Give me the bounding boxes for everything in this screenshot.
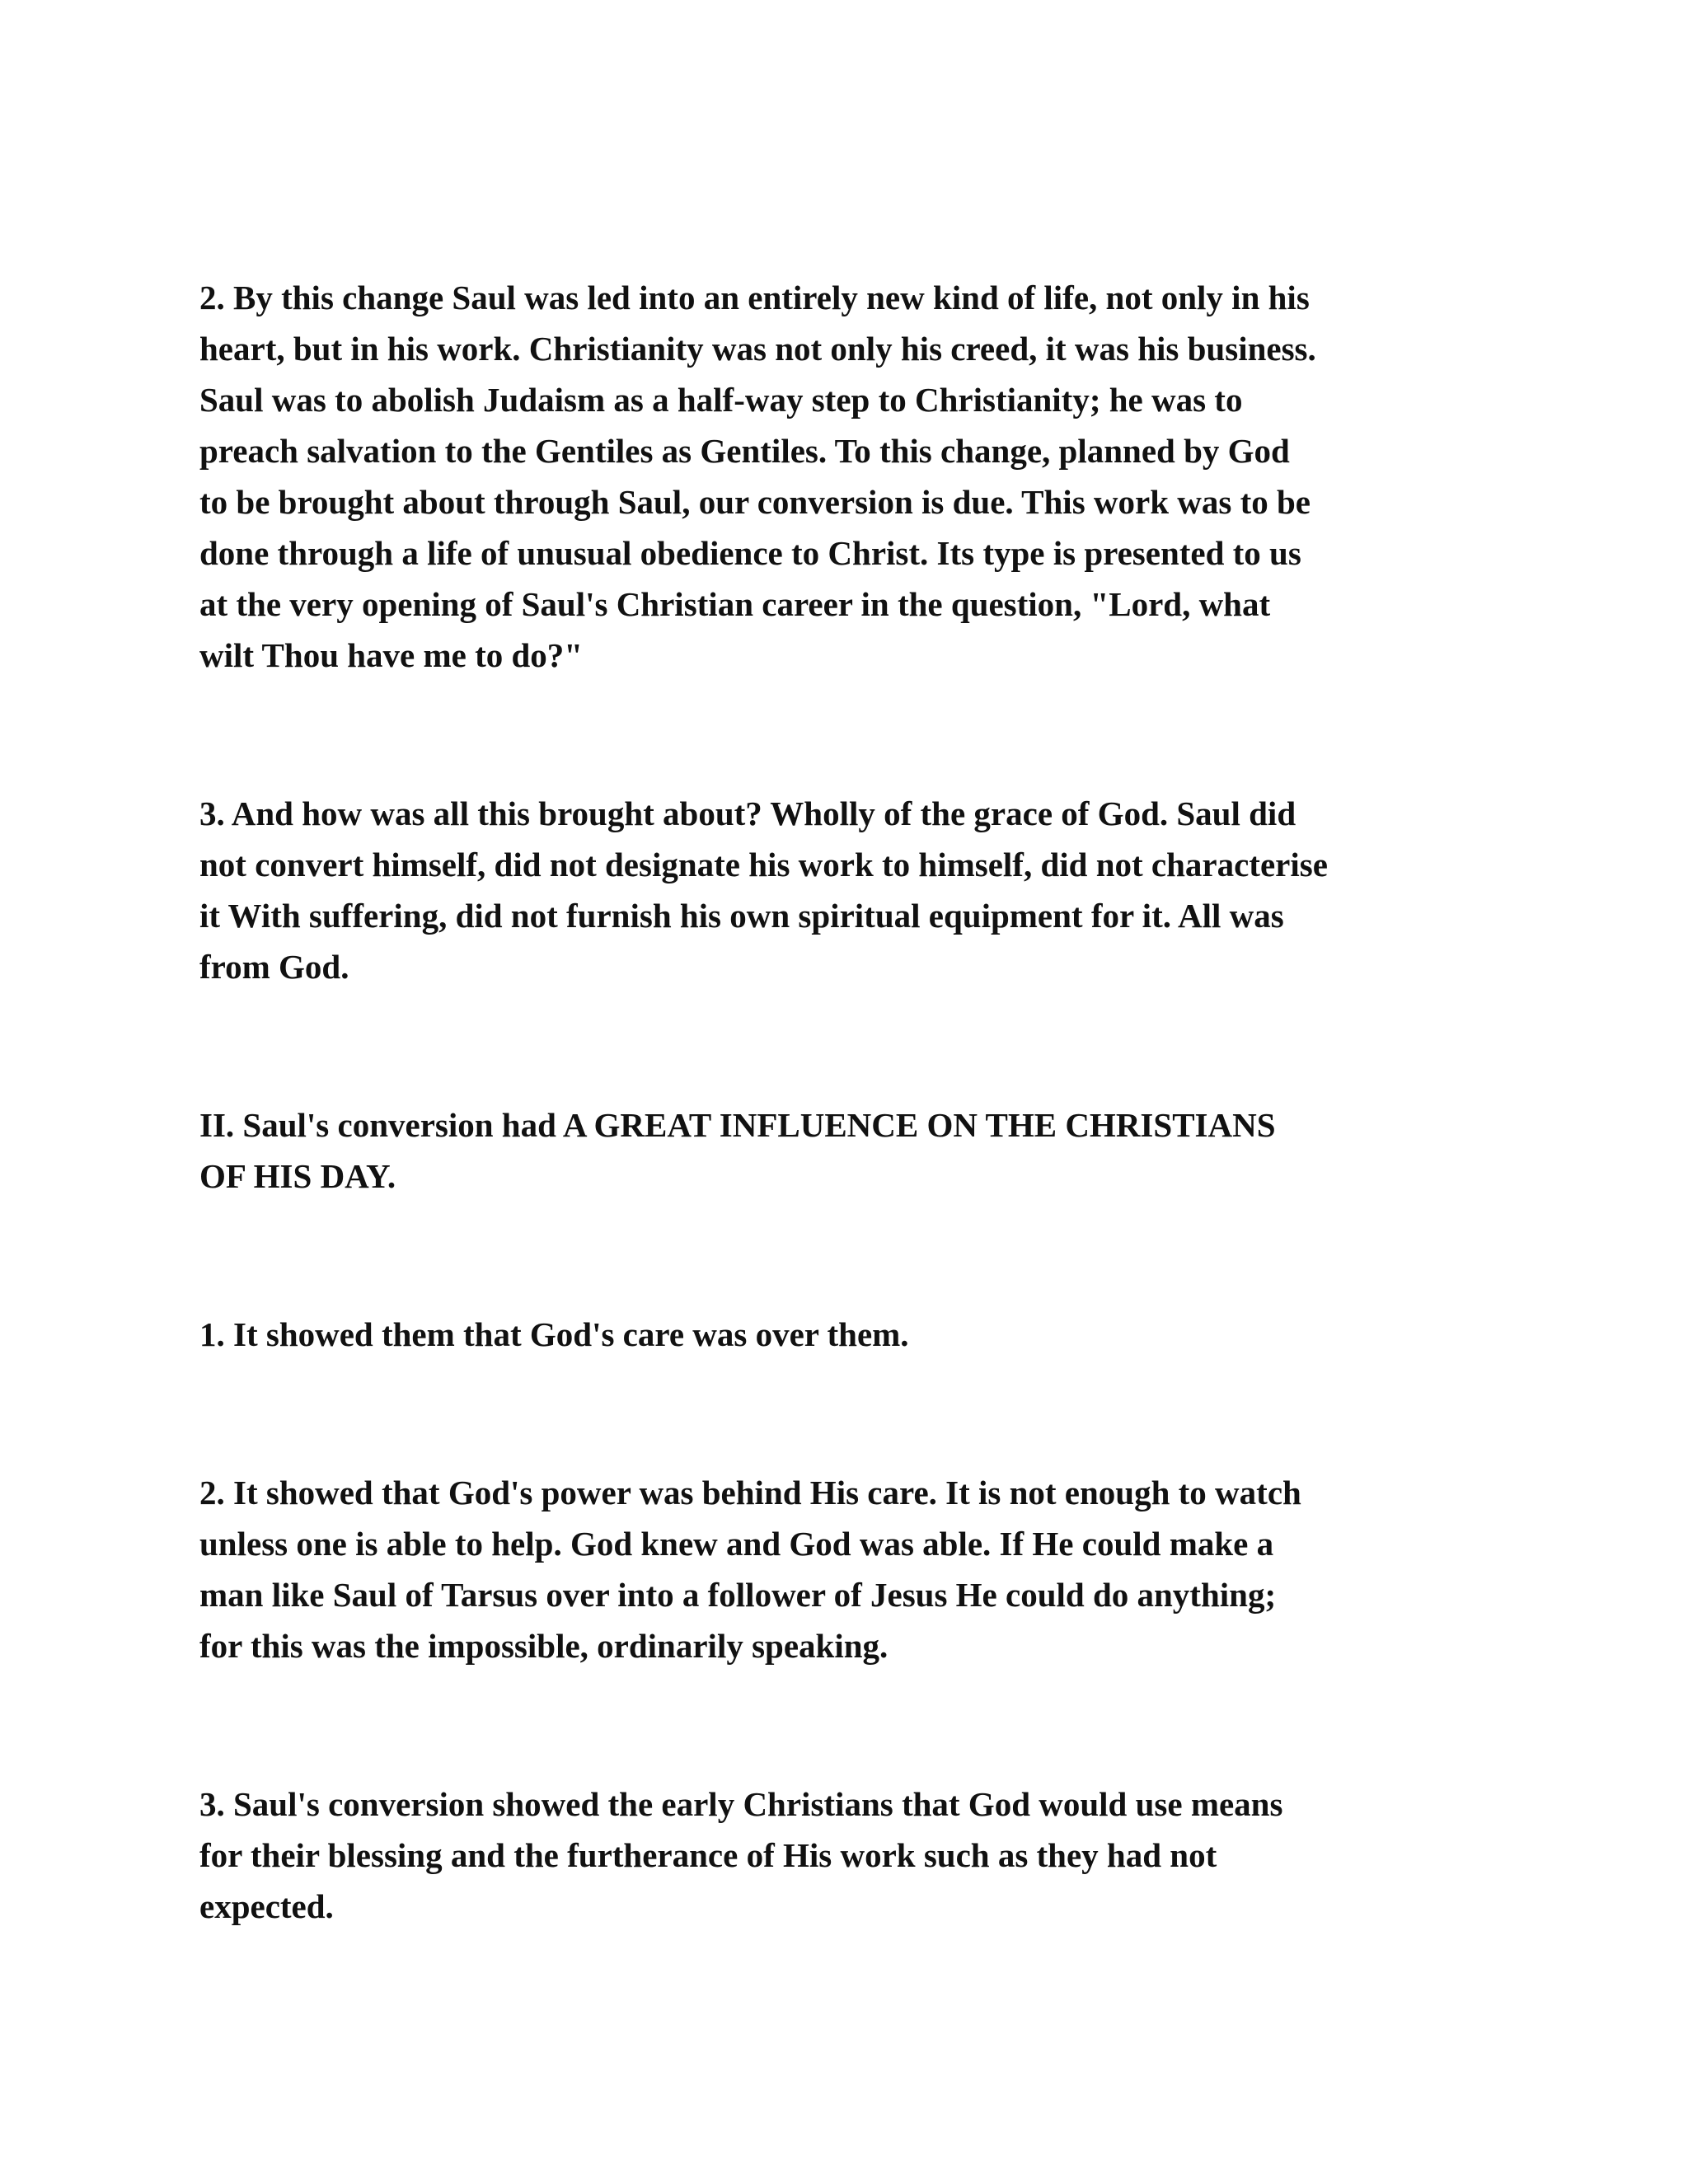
page-content [199,272,1510,1932]
section-heading-influence-on-christians: II. Saul's conversion had A GREAT INFLUENCE ON THE CHRISTIANS OF HIS DAY. [199,1106,1276,1195]
paragraph-point-3-means-of-blessing: 3. Saul's conversion showed the early Christians that God would use means for their blessing and the furtherance of His work such as they had not expected. [199,1785,1283,1925]
paragraph-point-1-gods-care: 1. It showed them that God's care was over them. [199,1315,909,1353]
paragraph-point-2-gods-power: 2. It showed that God's power was behind His care. It is not enough to watch unless one is able to help. God knew and God was able. If He could make a man like Saul of Tarsus over into a follower of Jesus He could do anything; for this was the impossible, ordinarily speaking. [199,1474,1301,1665]
paragraph-point-3-grace-of-god: 3. And how was all this brought about? Wholly of the grace of God. Saul did not convert himself, did not designate his work to himself, did not characterise it With suffering, did not furnish his own spiritual equipment for it. All was from God. [199,794,1328,986]
paragraph-point-2-new-life: 2. By this change Saul was led into an entirely new kind of life, not only in his heart, but in his work. Christianity was not only his creed, it was his business. Saul was to abolish Judaism as a half-way step to Christianity; he was to preach salvation to the Gentiles as Gentiles. To this change, planned by God to be brought about through Saul, our conversion is due. This work was to be done through a life of unusual obedience to Christ. Its type is presented to us at the very opening of Saul's Christian career in the question, "Lord, what wilt Thou have me to do?" [199,279,1316,674]
